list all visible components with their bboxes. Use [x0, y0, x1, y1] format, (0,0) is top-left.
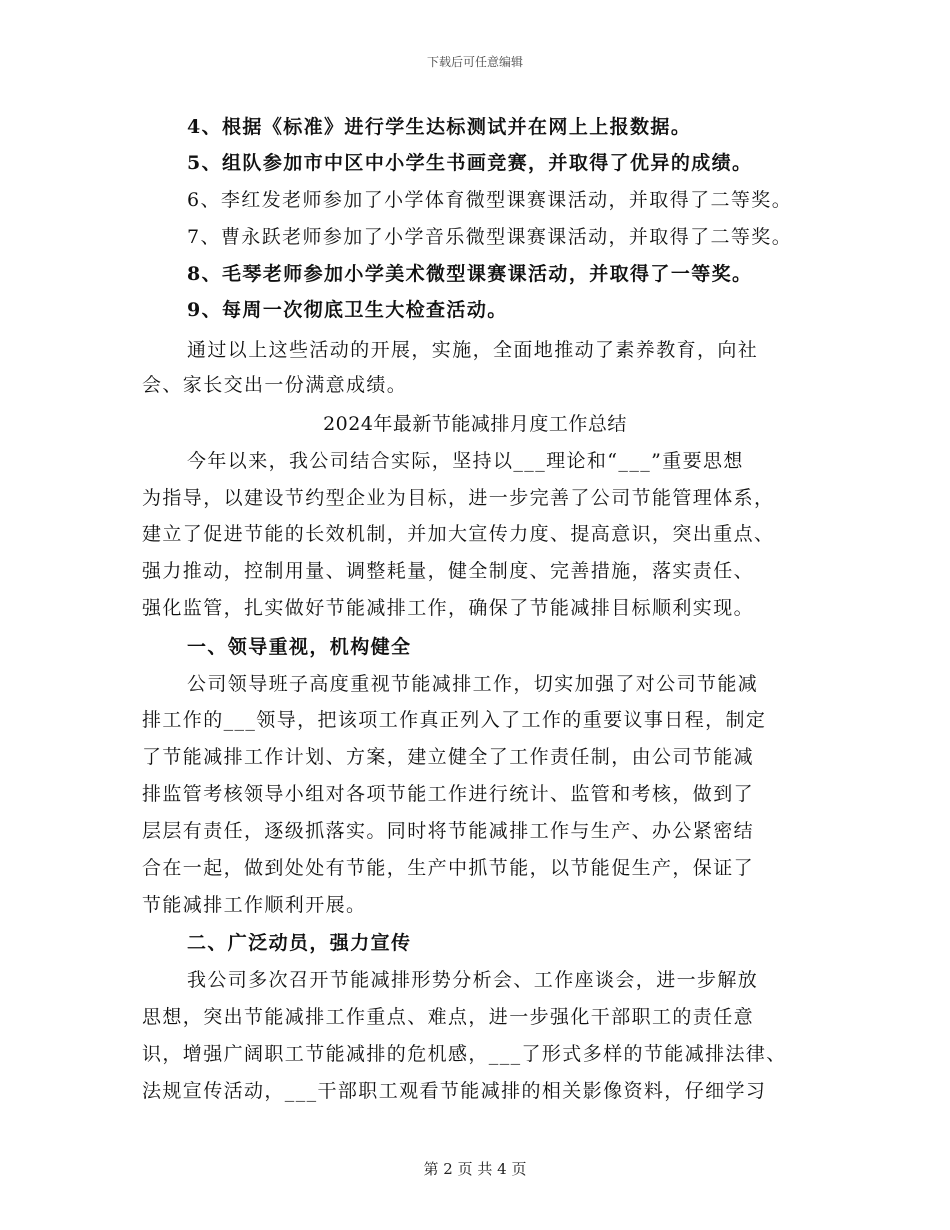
section1-line: 了节能减排工作计划、方案，建立健全了工作责任制，由公司节能减 — [142, 746, 755, 768]
section1-line: 排监管考核领导小组对各项节能工作进行统计、监管和考核，做到了 — [142, 783, 755, 805]
list-item-6: 6、李红发老师参加了小学体育微型课赛课活动，并取得了二等奖。 — [187, 189, 793, 211]
section2-line: 我公司多次召开节能减排形势分析会、工作座谈会，进一步解放 — [187, 969, 759, 991]
intro-line: 建立了促进节能的长效机制，并加大宣传力度、提高意识，突出重点、 — [142, 523, 775, 545]
conclusion-line: 通过以上这些活动的开展，实施，全面地推动了素养教育，向社 — [187, 339, 759, 361]
section2-line: 思想，突出节能减排工作重点、难点，进一步强化干部职工的责任意 — [142, 1006, 755, 1028]
list-item-4: 4、根据《标准》进行学生达标测试并在网上上报数据。 — [187, 116, 692, 138]
section2-line: 识，增强广阔职工节能减排的危机感，___了形式多样的节能减排法律、 — [142, 1043, 787, 1065]
page-header: 下载后可任意编辑 — [426, 55, 523, 69]
list-item-5: 5、组队参加市中区中小学生书画竞赛，并取得了优异的成绩。 — [187, 152, 753, 174]
intro-line: 强力推动，控制用量、调整耗量，健全制度、完善措施，落实责任、 — [142, 560, 755, 582]
section1-line: 节能减排工作顺利开展。 — [142, 894, 367, 916]
section1-line: 排工作的___领导，把该项工作真正列入了工作的重要议事日程，制定 — [142, 709, 767, 731]
section1-line: 合在一起，做到处处有节能，生产中抓节能，以节能促生产，保证了 — [142, 857, 755, 879]
section2-line: 法规宣传活动，___干部职工观看节能减排的相关影像资料，仔细学习 — [142, 1080, 767, 1102]
section1-heading: 一、领导重视，机构健全 — [187, 636, 412, 658]
section1-line: 层层有责任，逐级抓落实。同时将节能减排工作与生产、办公紧密结 — [142, 820, 755, 842]
intro-line: 为指导，以建设节约型企业为目标，进一步完善了公司节能管理体系， — [142, 487, 775, 509]
list-item-8: 8、毛琴老师参加小学美术微型课赛课活动，并取得了一等奖。 — [187, 263, 753, 285]
intro-line: 强化监管，扎实做好节能减排工作，确保了节能减排目标顺利实现。 — [142, 597, 755, 619]
conclusion-line: 会、家长交出一份满意成绩。 — [142, 374, 408, 396]
list-item-7: 7、曹永跃老师参加了小学音乐微型课赛课活动，并取得了二等奖。 — [187, 226, 793, 248]
intro-line: 今年以来，我公司结合实际，坚持以___理论和“___”重要思想 — [187, 450, 744, 472]
page-footer: 第 2 页 共 4 页 — [423, 1160, 527, 1178]
section2-heading: 二、广泛动员，强力宣传 — [187, 932, 412, 954]
list-item-9: 9、每周一次彻底卫生大检查活动。 — [187, 299, 508, 321]
section1-line: 公司领导班子高度重视节能减排工作，切实加强了对公司节能减 — [187, 673, 759, 695]
article-title: 2024年最新节能减排月度工作总结 — [323, 413, 627, 435]
